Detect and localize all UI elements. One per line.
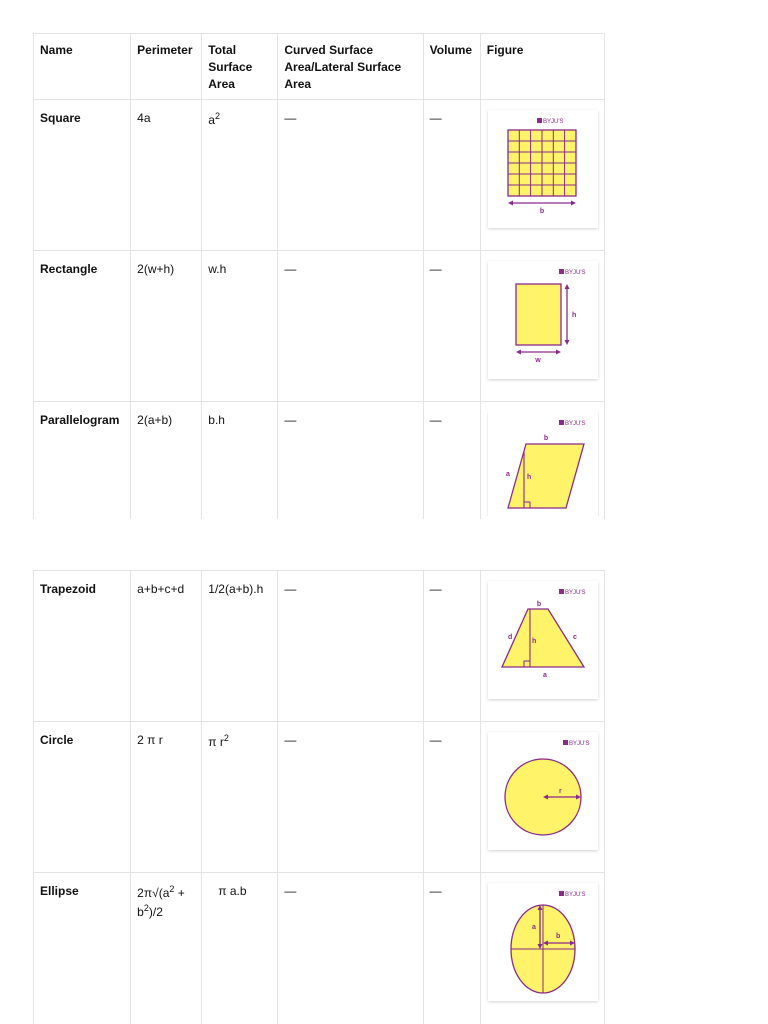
shape-name: Trapezoid — [34, 571, 131, 722]
perimeter-cell: a+b+c+d — [131, 571, 202, 722]
table-row-circle — [34, 722, 605, 873]
label-b: b — [539, 208, 544, 215]
table-row-trapezoid — [34, 571, 605, 722]
label-h: h — [526, 474, 532, 481]
square-figure — [488, 110, 598, 228]
figure-cell — [480, 873, 604, 1024]
header-curved-surface-area: Curved Surface Area/Lateral Surface Area — [278, 34, 423, 100]
figure-cell — [480, 722, 604, 873]
label-a: a — [542, 672, 547, 679]
table-row-square — [34, 100, 605, 251]
brand-logo: BYJU'S — [564, 590, 586, 596]
tsa-exponent: 2 — [214, 111, 220, 121]
total-surface-area-cell: 1/2(a+b).h — [202, 571, 278, 722]
perimeter-exponent: 2 — [169, 884, 175, 894]
perimeter-exponent: 2 — [143, 903, 149, 914]
curved-surface-area-cell: — — [278, 402, 423, 519]
curved-surface-area-cell: — — [278, 722, 423, 873]
curved-surface-area-cell: — — [278, 251, 423, 402]
total-surface-area-cell: w.h — [202, 251, 278, 402]
figure-cell — [480, 402, 604, 519]
label-d: d — [507, 634, 513, 641]
shape-name: Parallelogram — [34, 402, 131, 519]
rectangle-figure — [488, 261, 598, 379]
table-row-parallelogram — [34, 402, 605, 519]
header-total-surface-area: Total Surface Area — [202, 34, 278, 100]
volume-cell: — — [423, 722, 480, 873]
table-row-rectangle — [34, 251, 605, 402]
total-surface-area-cell: b.h — [202, 402, 278, 519]
volume-cell: — — [423, 873, 480, 1024]
perimeter-part: )/2 — [148, 905, 163, 920]
shape-name: Circle — [34, 722, 131, 873]
label-b: b — [543, 435, 548, 442]
total-surface-area-cell: π a.b — [202, 873, 278, 1024]
header-volume: Volume — [423, 34, 480, 100]
shape-name: Square — [34, 100, 131, 251]
label-b: b — [555, 933, 561, 940]
header-name: Name — [34, 34, 131, 100]
brand-logo: BYJU'S — [564, 892, 586, 898]
brand-logo: BYJU'S — [564, 270, 586, 276]
label-h: h — [571, 312, 577, 319]
header-figure: Figure — [480, 34, 604, 100]
label-w: w — [535, 357, 541, 364]
header-row — [34, 34, 605, 100]
volume-cell: — — [423, 571, 480, 722]
label-r: r — [558, 788, 562, 795]
perimeter-cell: 4a — [131, 100, 202, 251]
label-a: a — [505, 471, 510, 478]
volume-cell: — — [423, 100, 480, 251]
parallelogram-figure — [488, 412, 598, 516]
ellipse-figure — [488, 883, 598, 1001]
tsa-base: a — [208, 113, 215, 127]
shape-name: Rectangle — [34, 251, 131, 402]
circle-figure — [488, 732, 598, 850]
figure-cell — [480, 251, 604, 402]
curved-surface-area-cell: — — [278, 100, 423, 251]
perimeter-cell: 2(w+h) — [131, 251, 202, 402]
perimeter-part: 2π√(a — [137, 886, 170, 900]
shape-name: Ellipse — [34, 873, 131, 1024]
trapezoid-figure — [488, 581, 598, 699]
figure-cell — [480, 571, 604, 722]
perimeter-part: + — [174, 886, 185, 900]
total-surface-area-cell — [202, 722, 278, 873]
label-a: a — [531, 924, 536, 931]
curved-surface-area-cell: — — [278, 873, 423, 1024]
volume-cell: — — [423, 402, 480, 519]
brand-logo: BYJU'S — [564, 421, 586, 427]
total-surface-area-cell — [202, 100, 278, 251]
tsa-exponent: 2 — [223, 733, 229, 743]
perimeter-cell: 2 π r — [131, 722, 202, 873]
perimeter-part: b — [137, 905, 144, 920]
brand-logo: BYJU'S — [542, 119, 564, 125]
formula-table-part-1 — [33, 33, 605, 519]
brand-logo: BYJU'S — [568, 741, 590, 747]
header-perimeter: Perimeter — [131, 34, 202, 100]
perimeter-cell: 2(a+b) — [131, 402, 202, 519]
volume-cell: — — [423, 251, 480, 402]
curved-surface-area-cell: — — [278, 571, 423, 722]
perimeter-cell — [131, 873, 202, 1024]
label-c: c — [572, 634, 577, 641]
formula-table-part-2 — [33, 570, 605, 1024]
label-b: b — [536, 601, 541, 608]
label-h: h — [531, 638, 537, 645]
table-row-ellipse — [34, 873, 605, 1024]
tsa-base: π r — [208, 735, 224, 749]
figure-cell — [480, 100, 604, 251]
